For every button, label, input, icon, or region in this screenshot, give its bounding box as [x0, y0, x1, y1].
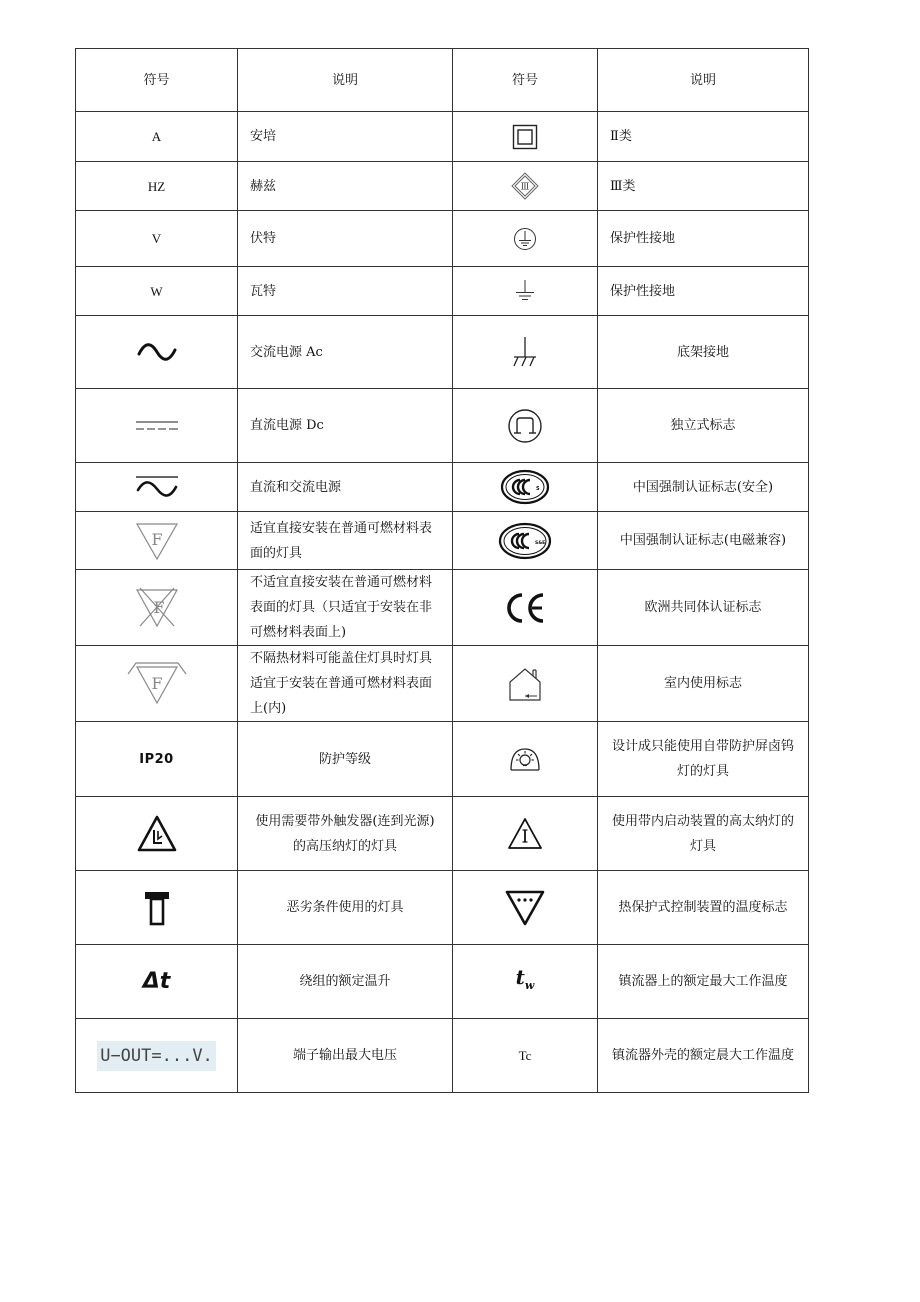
table-header-row [76, 49, 809, 112]
table-row [76, 722, 809, 797]
desc-indoor: 室内使用标志 [598, 646, 809, 722]
symbol-watt: W [76, 267, 238, 316]
table-row [76, 570, 809, 646]
ce-mark-icon [502, 591, 548, 625]
f-triangle-letter: F [150, 529, 163, 549]
ccc-emc-letters: S&E [535, 540, 546, 546]
desc-f-surface-mount: 适宜直接安装在普通可燃材料表面的灯具 [238, 512, 453, 570]
desc-class-iii: Ⅲ类 [598, 162, 809, 211]
symbol-u-out: U−OUT=...V. [97, 1041, 216, 1071]
f-crossed-letter: F [152, 597, 165, 617]
symbol-delta-t: Δt [76, 945, 238, 1019]
header-desc-right: 说明 [598, 49, 809, 112]
f-triangle-icon [134, 521, 180, 561]
class-iii-label: Ⅲ [520, 182, 530, 193]
desc-ballast-max-temp: 镇流器上的额定最大工作温度 [598, 945, 809, 1019]
table-row [76, 945, 809, 1019]
table-row [76, 316, 809, 389]
symbol-ip20: IP20 [76, 722, 238, 797]
protective-earth-circle-icon [513, 227, 537, 251]
table-row [76, 463, 809, 512]
symbols-table [75, 48, 809, 1093]
desc-chassis-ground: 底架接地 [598, 316, 809, 389]
indoor-house-icon [507, 666, 543, 702]
desc-f-not-surface: 不适宜直接安装在普通可燃材料表面的灯具（只适宜于安装在非可燃材料表面上) [238, 570, 453, 646]
table-row [76, 797, 809, 871]
desc-ac-power: 交流电源 Ac [238, 316, 453, 389]
symbol-hertz: HZ [76, 162, 238, 211]
desc-ac-dc-power: 直流和交流电源 [238, 463, 453, 512]
ccc-safety-letter: S [536, 486, 540, 492]
symbol-tc: Tc [453, 1019, 598, 1093]
desc-winding-temp-rise: 绕组的额定温升 [238, 945, 453, 1019]
class-iii-diamond-icon [511, 172, 539, 200]
symbol-tw-subscript: w [524, 979, 535, 992]
halogen-shield-lamp-icon [507, 745, 543, 773]
desc-ampere: 安培 [238, 112, 453, 162]
table-row [76, 112, 809, 162]
desc-volt: 伏特 [238, 211, 453, 267]
table-row [76, 871, 809, 945]
desc-ballast-case-temp: 镇流器外壳的额定晨大工作温度 [598, 1019, 809, 1093]
table-row [76, 211, 809, 267]
desc-hertz: 赫兹 [238, 162, 453, 211]
independent-circle-icon [507, 408, 543, 444]
desc-ccc-emc: 中国强制认证标志(电磁兼容) [598, 512, 809, 570]
table-row [76, 512, 809, 570]
desc-protective-earth-2: 保护性接地 [598, 267, 809, 316]
earth-ground-icon [513, 279, 537, 303]
header-desc-left: 说明 [238, 49, 453, 112]
ccc-emc-icon [498, 522, 552, 560]
table-row [76, 646, 809, 722]
desc-terminal-max-voltage: 端子输出最大电压 [238, 1019, 453, 1093]
f-triangle-crossed-icon [134, 586, 180, 630]
symbol-volt: V [76, 211, 238, 267]
ac-dc-wave-icon [134, 474, 180, 500]
f-triangle-insulation-icon [126, 661, 188, 707]
ac-sine-wave-icon [137, 340, 177, 364]
thermal-protector-triangle-icon [504, 889, 546, 927]
desc-ip-rating: 防护等级 [238, 722, 453, 797]
desc-ce-mark: 欧洲共同体认证标志 [598, 570, 809, 646]
external-ignitor-triangle-icon [137, 815, 177, 853]
desc-protective-earth-1: 保护性接地 [598, 211, 809, 267]
desc-class-ii: Ⅱ类 [598, 112, 809, 162]
chassis-ground-icon [510, 335, 540, 369]
desc-halogen-shield: 设计成只能使用自带防护屏卤钨灯的灯具 [598, 722, 809, 797]
symbol-ampere: A [76, 112, 238, 162]
desc-independent: 独立式标志 [598, 389, 809, 463]
table-row [76, 389, 809, 463]
desc-external-ignitor: 使用需要带外触发器(连到光源)的高压纳灯的灯具 [238, 797, 453, 871]
header-symbol-left: 符号 [76, 49, 238, 112]
desc-dc-power: 直流电源 Dc [238, 389, 453, 463]
ccc-safety-icon [500, 469, 550, 505]
desc-thermal-protector: 热保护式控制装置的温度标志 [598, 871, 809, 945]
desc-ccc-safety: 中国强制认证标志(安全) [598, 463, 809, 512]
symbol-tw: t [515, 965, 525, 989]
desc-rough-service: 恶劣条件使用的灯具 [238, 871, 453, 945]
class-ii-square-icon [512, 124, 538, 150]
header-symbol-right: 符号 [453, 49, 598, 112]
desc-f-insulation: 不隔热材料可能盖住灯具时灯具适宜于安装在普通可燃材料表面上(内) [238, 646, 453, 722]
f-insulation-letter: F [150, 673, 163, 693]
table-row [76, 1019, 809, 1093]
internal-starter-triangle-icon [507, 817, 543, 851]
dc-lines-icon [134, 419, 180, 433]
desc-internal-starter: 使用带内启动装置的高太纳灯的灯具 [598, 797, 809, 871]
table-row [76, 162, 809, 211]
table-row [76, 267, 809, 316]
desc-watt: 瓦特 [238, 267, 453, 316]
rough-service-icon [143, 890, 171, 926]
